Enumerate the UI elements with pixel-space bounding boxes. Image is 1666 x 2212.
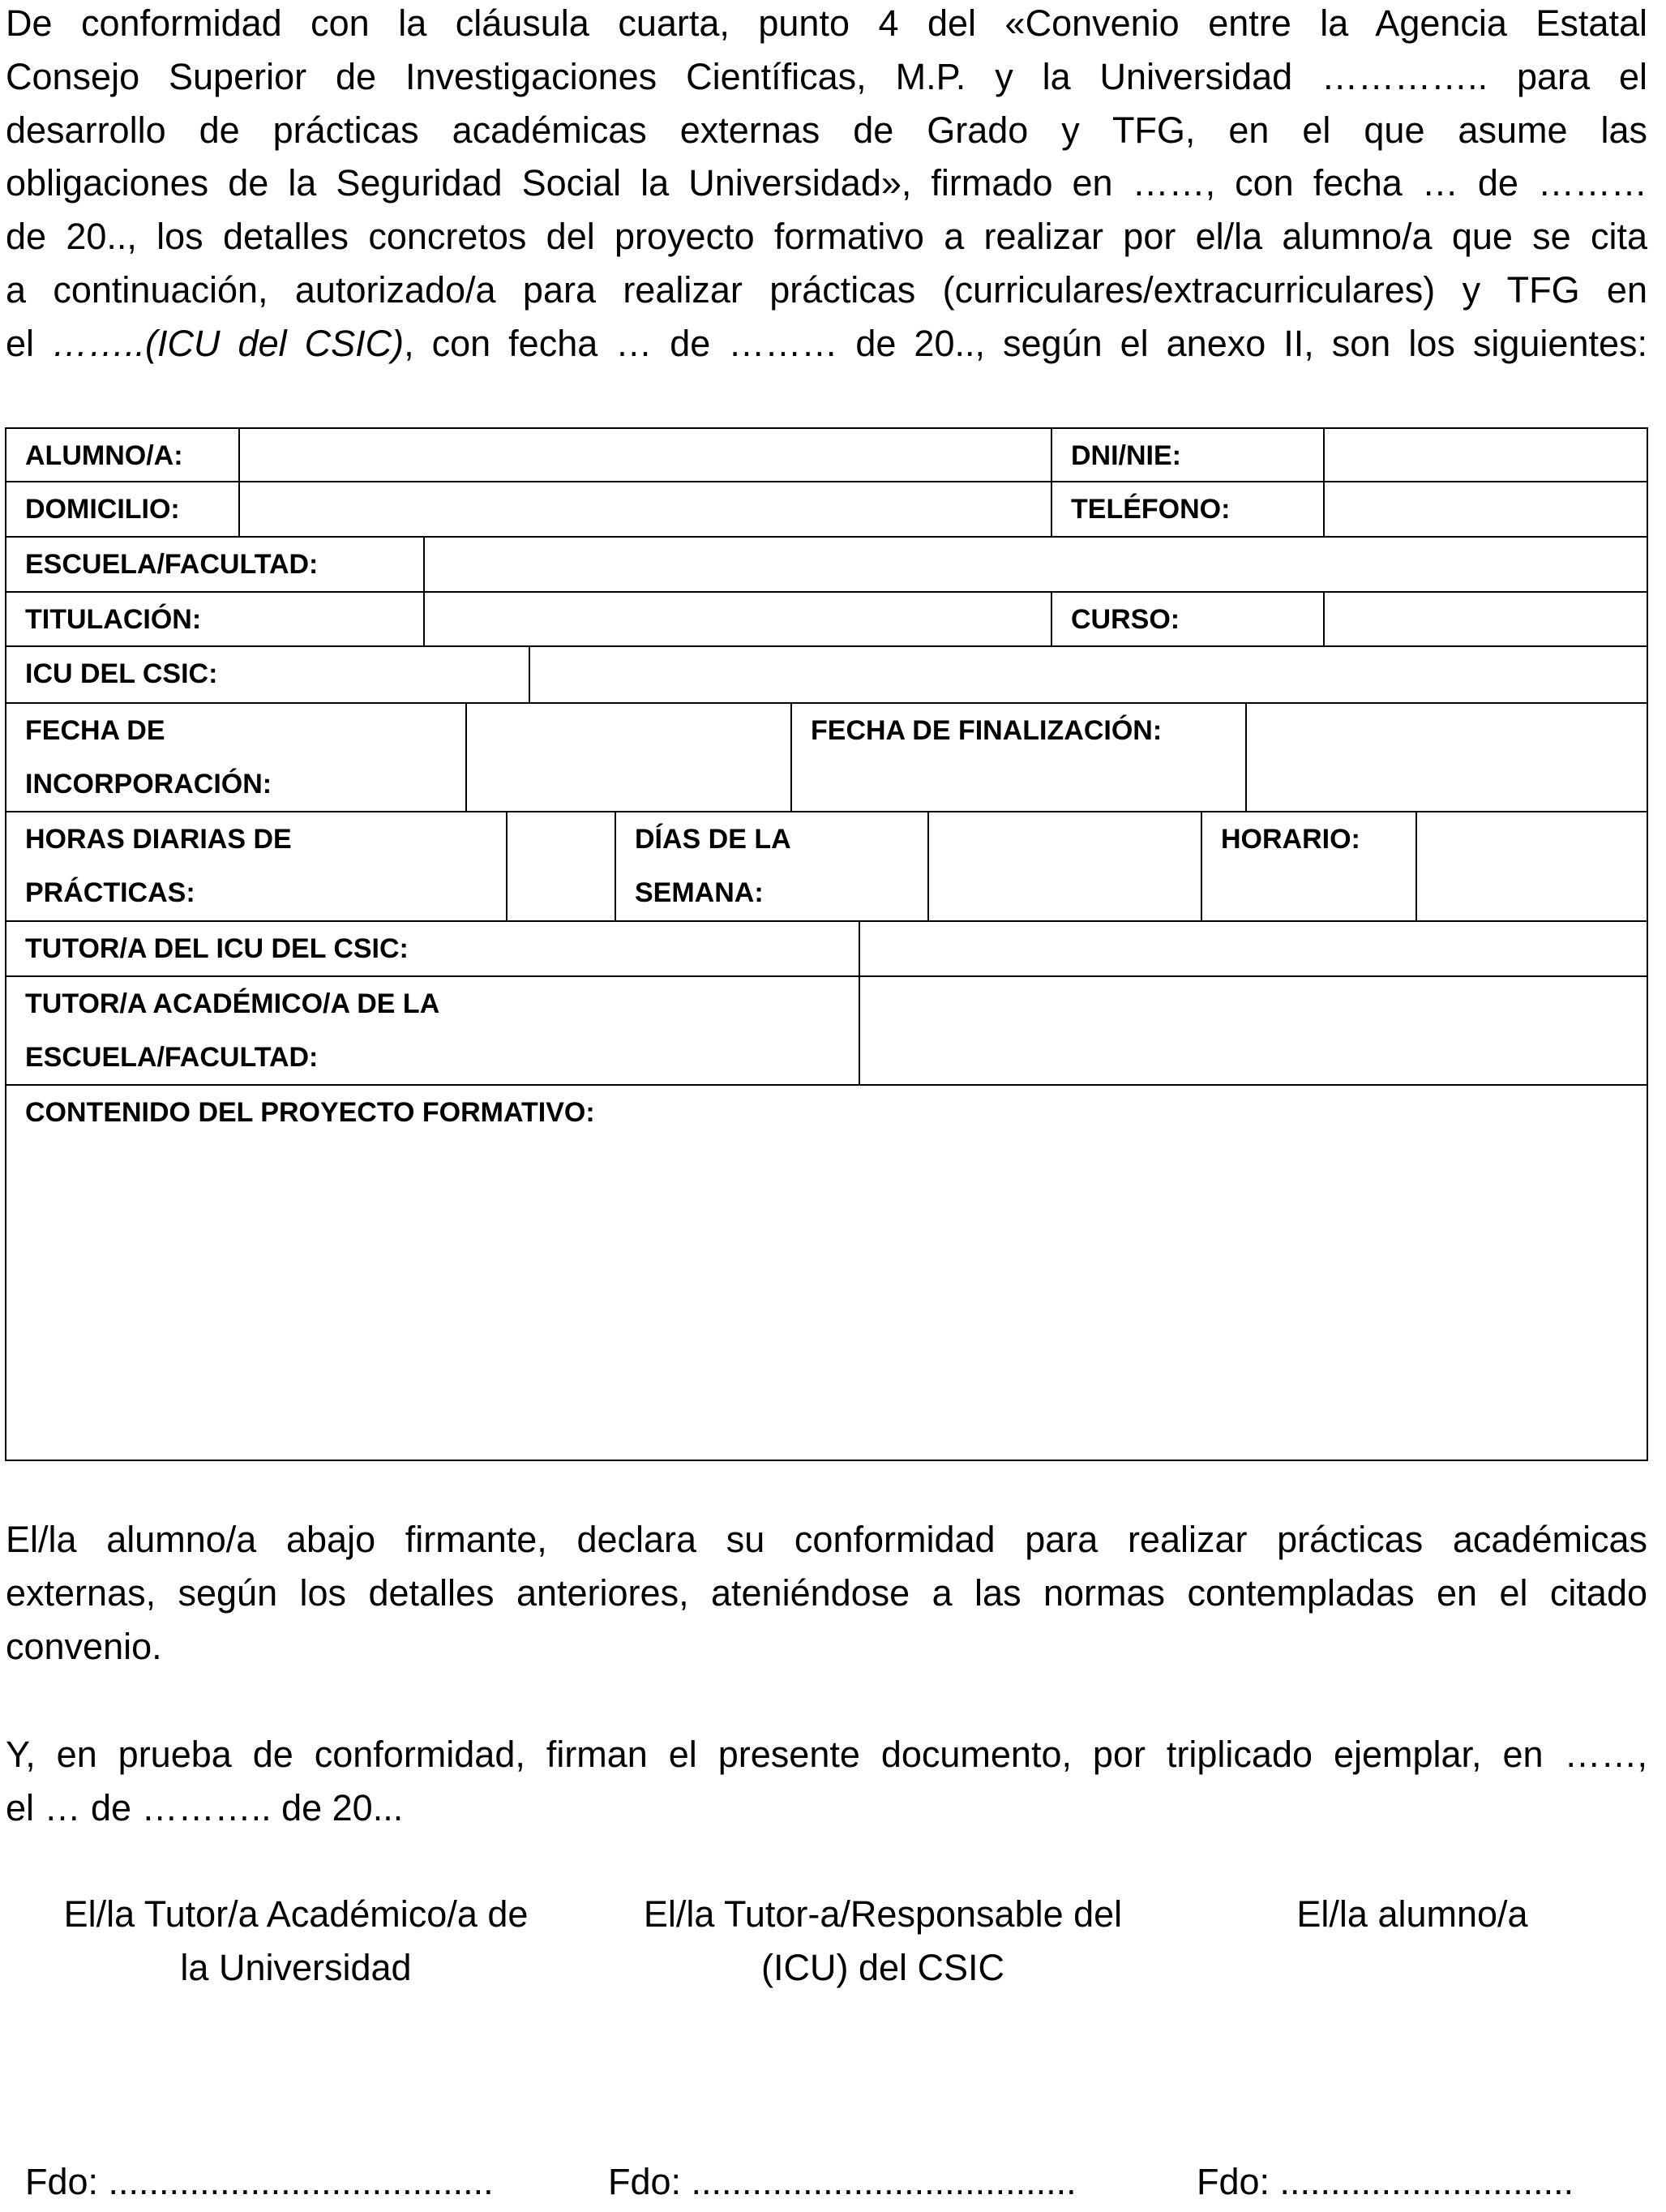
label-line: INCORPORACIÓN: — [25, 769, 272, 799]
label-line: SEMANA: — [635, 877, 764, 908]
signature-title-line: El/la Tutor-a/Responsable del — [643, 1893, 1123, 1935]
label-horas-diarias — [5, 811, 508, 922]
telefono-field[interactable] — [1323, 481, 1648, 538]
label-line: TUTOR/A ACADÉMICO/A DE LA — [25, 988, 440, 1019]
label-line: DÍAS DE LA — [635, 824, 791, 855]
signature-title-line: El/la alumno/a — [1296, 1893, 1528, 1935]
intro-line: De conformidad con la cláusula cuarta, punto 4 del «Convenio entre la Agencia Estatal — [6, 2, 1647, 44]
proof-line: el … de ……….. de 20... — [6, 1787, 404, 1828]
label-alumno: ALUMNO/A: — [5, 427, 240, 482]
horas-diarias-field[interactable] — [506, 811, 616, 922]
intro-line: Consejo Superior de Investigaciones Científicas, M.P. y la Universidad ………….. para el — [6, 56, 1647, 97]
label-contenido: CONTENIDO DEL PROYECTO FORMATIVO: — [25, 1097, 595, 1128]
label-horario: HORARIO: — [1201, 811, 1417, 922]
fecha-incorporacion-field[interactable] — [465, 702, 792, 812]
intro-line: a continuación, autorizado/a para realizar prácticas (curriculares/extracurriculares) y TFG en — [6, 269, 1647, 311]
intro-text: el — [6, 323, 53, 364]
label-domicilio: DOMICILIO: — [5, 481, 240, 538]
escuela-field[interactable] — [423, 536, 1648, 593]
label-tutor-icu: TUTOR/A DEL ICU DEL CSIC: — [5, 920, 860, 977]
intro-line — [6, 317, 1647, 371]
dias-semana-field[interactable] — [927, 811, 1202, 922]
alumno-field[interactable] — [238, 427, 1052, 482]
label-curso: CURSO: — [1051, 591, 1325, 647]
label-icu: ICU DEL CSIC: — [5, 645, 530, 704]
fecha-finalizacion-field[interactable] — [1245, 702, 1648, 812]
contenido-proyecto-field[interactable] — [5, 1084, 1648, 1461]
signature-title-academic-tutor — [12, 1888, 580, 1995]
intro-line: desarrollo de prácticas académicas externas de Grado y TFG, en el que asume las — [6, 109, 1647, 151]
dni-field[interactable] — [1323, 427, 1648, 482]
label-titulacion: TITULACIÓN: — [5, 591, 425, 647]
label-dni: DNI/NIE: — [1051, 427, 1325, 482]
intro-line: de 20.., los detalles concretos del proyecto formativo a realizar por el/la alumno/a que se cita — [6, 216, 1647, 257]
label-fecha-finalizacion: FECHA DE FINALIZACIÓN: — [790, 702, 1247, 812]
declaration-line: El/la alumno/a abajo firmante, declara su conformidad para realizar prácticas académicas — [6, 1519, 1647, 1560]
icu-field[interactable] — [529, 645, 1648, 704]
icu-placeholder: ……..(ICU del CSIC) — [52, 323, 405, 364]
signature-line-icu-tutor[interactable]: Fdo: ...................................... — [608, 2161, 1077, 2202]
signature-line-academic-tutor[interactable]: Fdo: ...................................... — [25, 2161, 494, 2202]
domicilio-field[interactable] — [238, 481, 1052, 538]
label-telefono: TELÉFONO: — [1051, 481, 1325, 538]
tutor-icu-field[interactable] — [859, 920, 1648, 977]
intro-text: , con fecha … de ……… de 20.., según el anexo II, son los siguientes: — [404, 323, 1648, 364]
horario-field[interactable] — [1415, 811, 1648, 922]
declaration-line: externas, según los detalles anteriores, ateniéndose a las normas contempladas en el citado — [6, 1572, 1647, 1614]
label-line: FECHA DE — [25, 715, 165, 746]
signature-title-line: El/la Tutor/a Académico/a de — [63, 1893, 529, 1935]
intro-line: obligaciones de la Seguridad Social la Universidad», firmado en ……, con fecha … de ……… — [6, 162, 1647, 204]
signature-title-line: la Universidad — [180, 1947, 412, 1988]
curso-field[interactable] — [1323, 591, 1648, 647]
tutor-academico-field[interactable] — [859, 975, 1648, 1086]
signature-title-icu-tutor — [599, 1888, 1167, 1995]
declaration-line: convenio. — [6, 1626, 162, 1667]
label-dias-semana — [615, 811, 929, 922]
signature-title-student — [1129, 1888, 1666, 1941]
titulacion-field[interactable] — [423, 591, 1052, 647]
label-line: ESCUELA/FACULTAD: — [25, 1042, 319, 1073]
label-line: HORAS DIARIAS DE — [25, 824, 292, 855]
label-line: PRÁCTICAS: — [25, 877, 195, 908]
label-escuela: ESCUELA/FACULTAD: — [5, 536, 425, 593]
label-fecha-incorporacion — [5, 702, 467, 812]
signature-title-line: (ICU) del CSIC — [760, 1947, 1005, 1988]
proof-line: Y, en prueba de conformidad, firman el presente documento, por triplicado ejemplar, en ……, — [6, 1734, 1647, 1775]
signature-line-student[interactable]: Fdo: ............................. — [1197, 2161, 1574, 2202]
label-tutor-academico — [5, 975, 860, 1086]
